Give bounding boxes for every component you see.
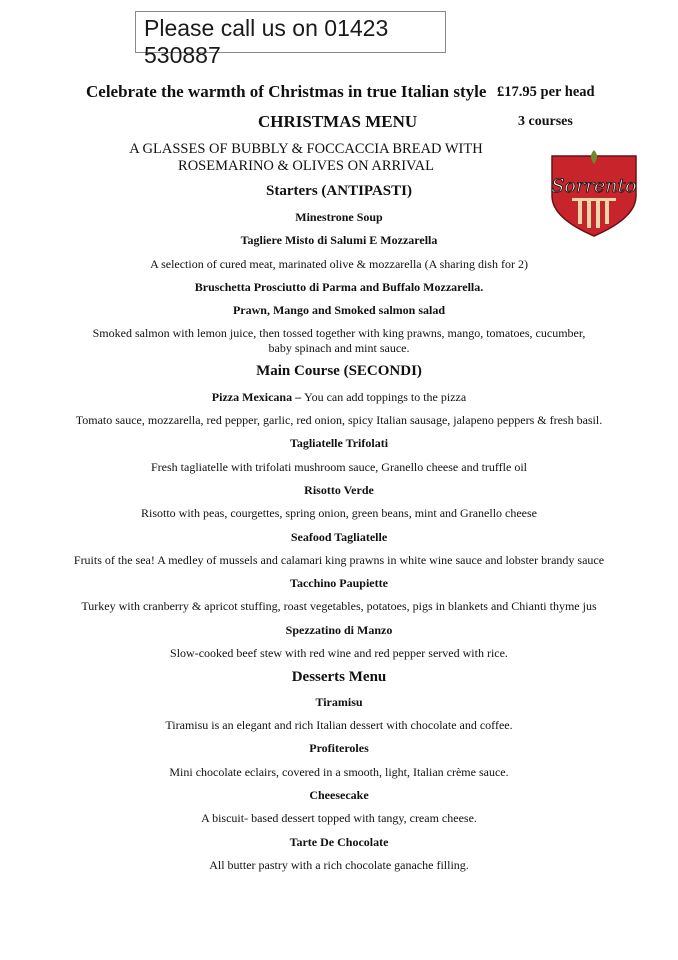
starters-heading: Starters (ANTIPASTI): [266, 183, 412, 199]
main-name: Spezzatino di Manzo: [285, 623, 393, 637]
main-name: Tacchino Paupiette: [290, 576, 388, 590]
main-note: You can add toppings to the pizza: [304, 390, 467, 404]
price-per-head: £17.95 per head: [497, 84, 595, 100]
dessert-description: Mini chocolate eclairs, covered in a smooth, light, Italian crème sauce.: [169, 765, 509, 779]
phone-callout-box: [135, 11, 446, 68]
arrival-offer: A GLASSES OF BUBBLY & FOCCACCIA BREAD WITH ROSEMARINO & OLIVES ON ARRIVAL: [129, 141, 483, 174]
main-name: Tagliatelle Trifolati: [289, 436, 389, 450]
desserts-heading: Desserts Menu: [291, 669, 387, 685]
dessert-name: Profiteroles: [309, 741, 369, 755]
menu-title: CHRISTMAS MENU: [258, 112, 418, 131]
dessert-name: Cheesecake: [309, 788, 369, 802]
dessert-description: A biscuit- based dessert topped with tangy, cream cheese.: [201, 811, 477, 825]
starter-name: Bruschetta Prosciutto di Parma and Buffalo Mozzarella.: [194, 280, 484, 294]
dessert-name: Tiramisu: [315, 695, 363, 709]
main-name: Risotto Verde: [304, 483, 374, 497]
main-name: Pizza Mexicana –: [211, 390, 305, 404]
phone-callout-text: Please call us on 01423 530887: [144, 15, 389, 68]
starter-description: Smoked salmon with lemon juice, then tossed together with king prawns, mango, tomatoes, cucumber, baby spinach and mint sauce.: [92, 326, 586, 355]
main-name: Seafood Tagliatelle: [290, 530, 388, 544]
course-count: 3 courses: [518, 114, 573, 129]
dessert-description: All butter pastry with a rich chocolate ganache filling.: [209, 858, 469, 872]
dessert-description: Tiramisu is an elegant and rich Italian dessert with chocolate and coffee.: [165, 718, 513, 732]
main-description: Turkey with cranberry & apricot stuffing, roast vegetables, potatoes, pigs in blankets and Chianti thyme jus: [81, 599, 597, 613]
starter-name: Minestrone Soup: [295, 210, 383, 224]
main-description: Risotto with peas, courgettes, spring onion, green beans, mint and Granello cheese: [140, 506, 538, 520]
main-description: Tomato sauce, mozzarella, red pepper, garlic, red onion, spicy Italian sausage, jalapeno peppers & fresh basil.: [75, 413, 603, 427]
dessert-name: Tarte De Chocolate: [289, 835, 389, 849]
starter-description: A selection of cured meat, marinated olive & mozzarella (A sharing dish for 2): [150, 257, 528, 271]
main-item-pizza: [80, 390, 598, 404]
headline: Celebrate the warmth of Christmas in true Italian style: [86, 82, 487, 101]
main-description: Slow-cooked beef stew with red wine and red pepper served with rice.: [170, 646, 508, 660]
starter-name: Prawn, Mango and Smoked salmon salad: [232, 303, 446, 317]
starter-name: Tagliere Misto di Salumi E Mozzarella: [240, 233, 438, 247]
main-description: Fresh tagliatelle with trifolati mushroom sauce, Granello cheese and truffle oil: [151, 460, 527, 474]
main-description: Fruits of the sea! A medley of mussels and calamari king prawns in white wine sauce and lobster brandy sauce: [73, 553, 605, 567]
mains-heading: Main Course (SECONDI): [256, 363, 422, 379]
logo-wordmark: Sorrento: [551, 175, 637, 197]
